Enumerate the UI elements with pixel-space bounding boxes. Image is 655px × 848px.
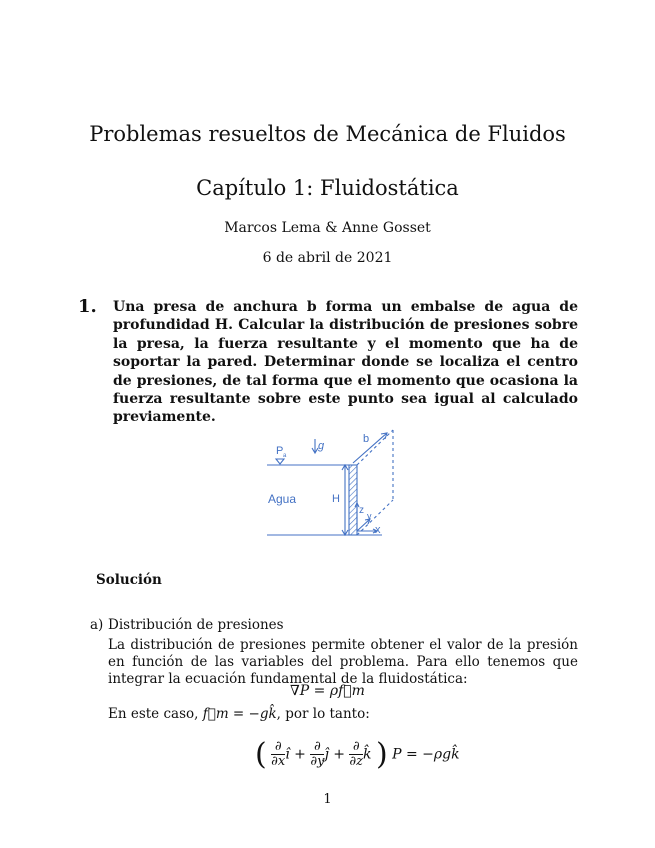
b-label: b	[363, 433, 370, 445]
problem-statement: Una presa de anchura b forma un embalse de agua de profundidad H. Calcular la distribución de presiones sobre la presa, la fuerza resultante y el momento que ha de soportar la pared. Determinar donde se localiza el centro de presiones, de tal forma que el momento que ocasiona la fuerza resultante sobre este punto sea igual al calculado previamente.	[113, 299, 578, 426]
pa-label: P	[276, 445, 284, 457]
dam-diagram	[262, 425, 402, 540]
date: 6 de abril de 2021	[262, 250, 393, 266]
equation-2: ( $\frac{\partial}{\partial x}$ î + $\frac{\partial}{\partial y}$ ĵ + $\frac{\partial}{\partial z}$ k̂ ) P = −ρgk̂	[255, 737, 460, 772]
width-arrow	[353, 433, 387, 463]
y-label: y	[367, 511, 372, 521]
subsection-label: a)	[90, 617, 104, 633]
paragraph-2-math: f⃗m = −gk̂	[202, 706, 277, 722]
pa-subscript: a	[283, 453, 287, 459]
paragraph-2	[108, 706, 370, 722]
document-title: Problemas resueltos de Mecánica de Fluidos	[89, 122, 566, 146]
g-label: g	[318, 440, 325, 452]
chapter-title: Capítulo 1: Fluidostática	[196, 176, 459, 200]
solution-heading: Solución	[96, 572, 162, 588]
authors: Marcos Lema & Anne Gosset	[224, 220, 431, 236]
h-label: H	[332, 493, 340, 505]
paragraph-2-suffix: , por lo tanto:	[276, 706, 370, 722]
paragraph-2-prefix: En este caso,	[108, 706, 203, 722]
paragraph-1: La distribución de presiones permite obtener el valor de la presión en función de las variables del problema. Para ello tenemos que integrar la ecuación fundamental de la fluidostática:	[108, 637, 578, 687]
subsection-title: Distribución de presiones	[108, 617, 284, 633]
page-number: 1	[323, 792, 332, 807]
problem-number: 1.	[78, 296, 97, 317]
z-label: z	[359, 505, 364, 516]
dam-wall	[349, 465, 357, 535]
equation-2-rhs: P = −ρgk̂	[392, 746, 460, 763]
water-label: Agua	[268, 492, 297, 506]
equation-1: ∇P = ρf⃗m	[290, 683, 365, 699]
pa-triangle-icon	[276, 459, 284, 464]
x-label: x	[375, 524, 381, 536]
